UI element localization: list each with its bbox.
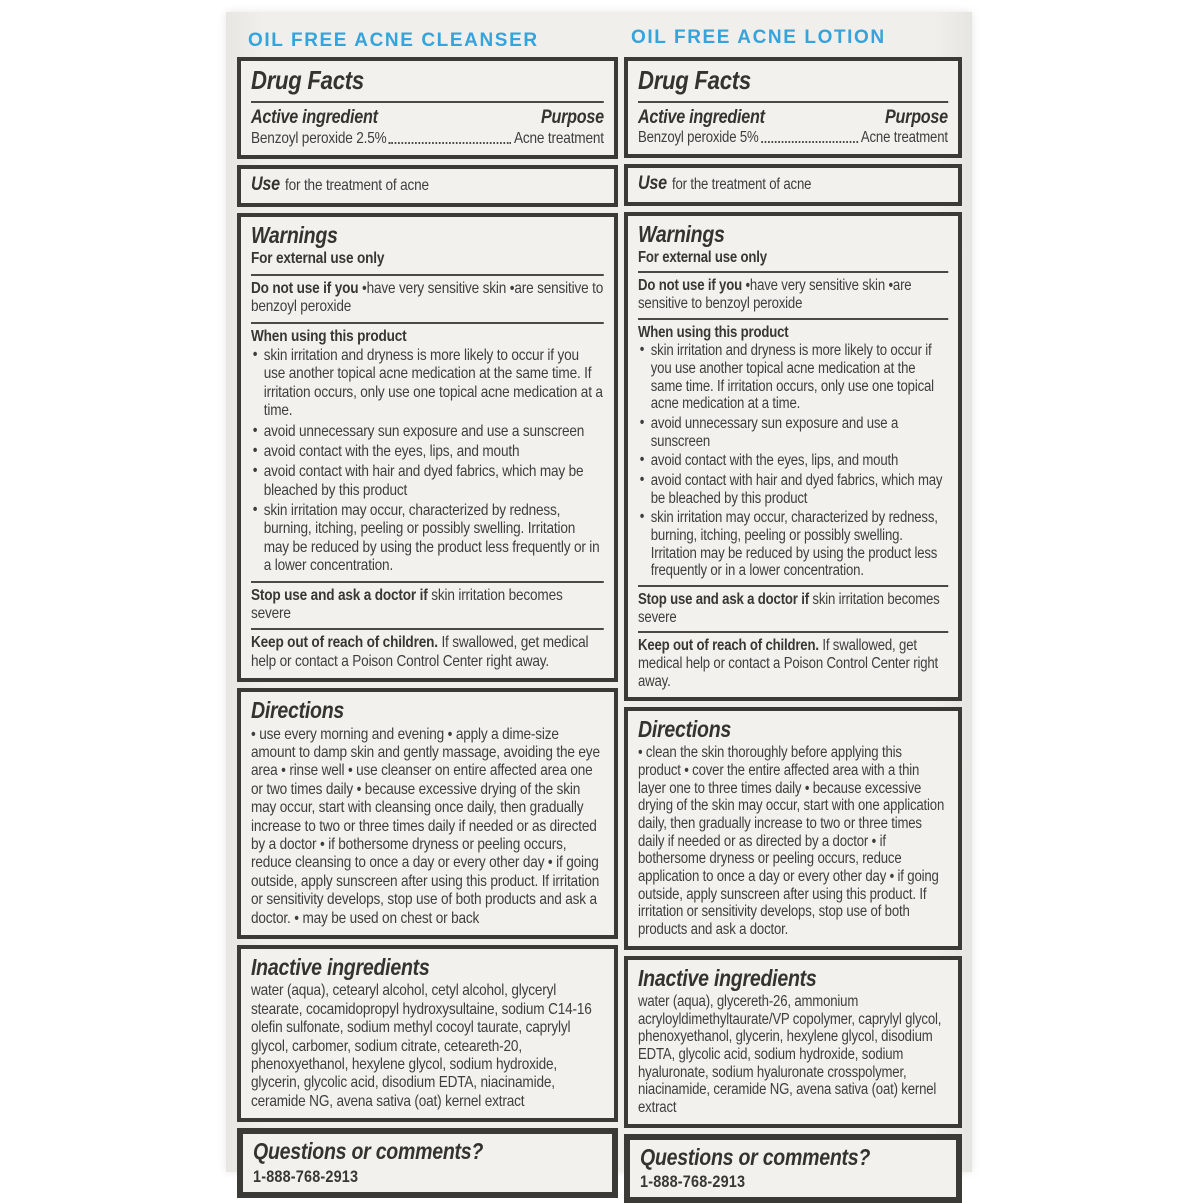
purpose-label: Purpose xyxy=(885,107,948,129)
cleanser-warnings-box xyxy=(237,213,618,682)
keep-out-label: Keep out of reach of children. xyxy=(251,634,438,651)
warning-bullet: • avoid contact with the eyes, lips, and mouth xyxy=(638,452,948,470)
warning-bullet: • skin irritation may occur, characterized by redness, burning, itching, peeling or possibly swelling. Irritation may be reduced by using the product less frequently or in a lower concentration. xyxy=(251,502,604,576)
phone-number: 1-888-768-2913 xyxy=(253,1167,602,1187)
keep-out-text: If swallowed, get medical help or contact a Poison Control Center right away. xyxy=(638,637,938,689)
lotion-product-title: OIL FREE ACNE LOTION xyxy=(631,27,886,49)
purpose-value: Acne treatment xyxy=(514,130,604,148)
stop-use-text: skin irritation becomes severe xyxy=(251,587,563,622)
lotion-drug-facts-panel xyxy=(624,57,962,1203)
phone-number: 1-888-768-2913 xyxy=(640,1172,946,1191)
when-using-section xyxy=(638,318,948,580)
lotion-use-box xyxy=(624,164,962,206)
drug-facts-heading: Drug Facts xyxy=(638,66,948,103)
warning-bullet: • skin irritation and dryness is more likely to occur if you use another topical acne medication at the same time. If irritation occurs, only use one topical acne medication at a time. xyxy=(251,347,604,421)
directions-heading: Directions xyxy=(638,716,948,742)
active-ingredient-label: Active ingredient xyxy=(251,107,378,129)
stop-use-label: Stop use and ask a doctor if xyxy=(251,587,428,604)
active-ingredient-value: Benzoyl peroxide 5% xyxy=(638,129,759,147)
use-label: Use xyxy=(251,174,280,195)
cleanser-directions-box xyxy=(237,688,618,939)
keep-out-label: Keep out of reach of children. xyxy=(638,637,819,654)
warning-bullet: • avoid unnecessary sun exposure and use a sunscreen xyxy=(251,423,604,441)
do-not-use-section xyxy=(251,274,604,317)
purpose-label: Purpose xyxy=(541,107,604,129)
warning-bullet: • skin irritation and dryness is more likely to occur if you use another topical acne medication at the same time. If irritation occurs, only use one topical acne medication at a time. xyxy=(638,342,948,413)
warnings-heading: Warnings xyxy=(251,222,604,248)
when-using-label: When using this product xyxy=(638,324,948,342)
external-use-text: For external use only xyxy=(251,250,604,268)
directions-text: • clean the skin thoroughly before applying this product • cover the entire affected area with a thin layer one to three times daily • because excessive drying of the skin may occur, start with one application daily, then gradually increase to two or three times daily if needed or as directed by a doctor • if bothersome dryness or peeling occurs, reduce application to once a day or every other day • if going outside, apply sunscreen after using this product. If irritation or sensitivity develops, stop use of both products and ask a doctor. xyxy=(638,744,948,938)
keep-out-of-reach-section xyxy=(638,631,948,690)
stop-use-section xyxy=(251,581,604,624)
use-label: Use xyxy=(638,173,667,194)
dotted-leader xyxy=(389,142,511,144)
inactive-ingredients-text: water (aqua), cetearyl alcohol, cetyl alcohol, glyceryl stearate, cocamidopropyl hydroxysultaine, sodium C14-16 olefin sulfonate, sodium methyl cocoyl taurate, caprylyl glycol, carbomer, sodium citrate, ceteareth-20, phenoxyethanol, hexylene glycol, sodium hydroxide, glycerin, glycolic acid, disodium EDTA, niacinamide, ceramide NG, avena sativa (oat) kernel extract xyxy=(251,982,604,1111)
do-not-use-item: • have very sensitive skin xyxy=(358,280,506,297)
lotion-directions-box xyxy=(624,707,962,949)
purpose-value: Acne treatment xyxy=(861,129,948,147)
warning-bullet: • avoid contact with hair and dyed fabrics, which may be bleached by this product xyxy=(251,463,604,500)
inactive-ingredients-heading: Inactive ingredients xyxy=(638,965,948,991)
do-not-use-label: Do not use if you xyxy=(251,280,358,297)
keep-out-of-reach-section xyxy=(251,628,604,671)
drug-facts-heading: Drug Facts xyxy=(251,66,604,103)
active-ingredient-label: Active ingredient xyxy=(638,107,765,129)
inactive-ingredients-text: water (aqua), glycereth-26, ammonium acryloyldimethyltaurate/VP copolymer, caprylyl glycol, phenoxyethanol, glycerin, hexylene glycol, disodium EDTA, glycolic acid, sodium hydroxide, sodium hyaluronate, sodium hyaluronate crosspolymer, niacinamide, ceramide NG, avena sativa (oat) kernel extract xyxy=(638,993,948,1117)
cleanser-inactive-ingredients-box xyxy=(237,945,618,1122)
questions-heading: Questions or comments? xyxy=(640,1144,946,1170)
stop-use-section xyxy=(638,585,948,626)
lotion-questions-box xyxy=(624,1134,962,1203)
inactive-ingredients-heading: Inactive ingredients xyxy=(251,954,604,980)
warning-bullet: • avoid unnecessary sun exposure and use a sunscreen xyxy=(638,415,948,450)
warning-bullet: • avoid contact with the eyes, lips, and mouth xyxy=(251,443,604,461)
external-use-text: For external use only xyxy=(638,249,948,267)
do-not-use-item: • have very sensitive skin xyxy=(742,277,885,294)
lotion-warnings-box xyxy=(624,212,962,702)
warning-bullet: • skin irritation may occur, characterized by redness, burning, itching, peeling or possibly swelling. Irritation may be reduced by using the product less frequently or in a lower concentration. xyxy=(638,509,948,580)
cleanser-drug-facts-box xyxy=(237,57,618,159)
lotion-inactive-ingredients-box xyxy=(624,956,962,1128)
warnings-heading: Warnings xyxy=(638,221,948,247)
lotion-drug-facts-box xyxy=(624,57,962,158)
cleanser-drug-facts-panel xyxy=(237,57,618,1198)
when-using-section xyxy=(251,322,604,576)
when-using-label: When using this product xyxy=(251,328,604,346)
active-ingredient-value: Benzoyl peroxide 2.5% xyxy=(251,130,387,148)
do-not-use-label: Do not use if you xyxy=(638,277,742,294)
cleanser-product-title: OIL FREE ACNE CLEANSER xyxy=(248,30,539,52)
stop-use-text: skin irritation becomes severe xyxy=(638,591,940,626)
do-not-use-item: • are sensitive to benzoyl peroxide xyxy=(638,277,911,312)
use-text: for the treatment of acne xyxy=(285,177,429,194)
dotted-leader xyxy=(761,141,858,143)
directions-text: • use every morning and evening • apply a dime-size amount to damp skin and gently massage, avoiding the eye area • rinse well • use cleanser on entire affected area one or two times daily • because excessive drying of the skin may occur, start with cleansing once daily, then gradually increase to two or three times daily if needed or as directed by a doctor • if bothersome dryness or peeling occurs, reduce cleansing to once a day or every other day • if going outside, apply sunscreen after using this product. If irritation or sensitivity develops, stop use of both products and ask a doctor. • may be used on chest or back xyxy=(251,726,604,928)
directions-heading: Directions xyxy=(251,697,604,723)
cleanser-questions-box xyxy=(237,1128,618,1198)
stop-use-label: Stop use and ask a doctor if xyxy=(638,591,809,608)
questions-heading: Questions or comments? xyxy=(253,1138,602,1164)
use-text: for the treatment of acne xyxy=(672,176,811,193)
do-not-use-section xyxy=(638,271,948,312)
warning-bullet: • avoid contact with hair and dyed fabrics, which may be bleached by this product xyxy=(638,472,948,507)
cleanser-use-box xyxy=(237,165,618,207)
do-not-use-item: • are sensitive to benzoyl peroxide xyxy=(251,280,603,315)
keep-out-text: If swallowed, get medical help or contact a Poison Control Center right away. xyxy=(251,634,588,669)
